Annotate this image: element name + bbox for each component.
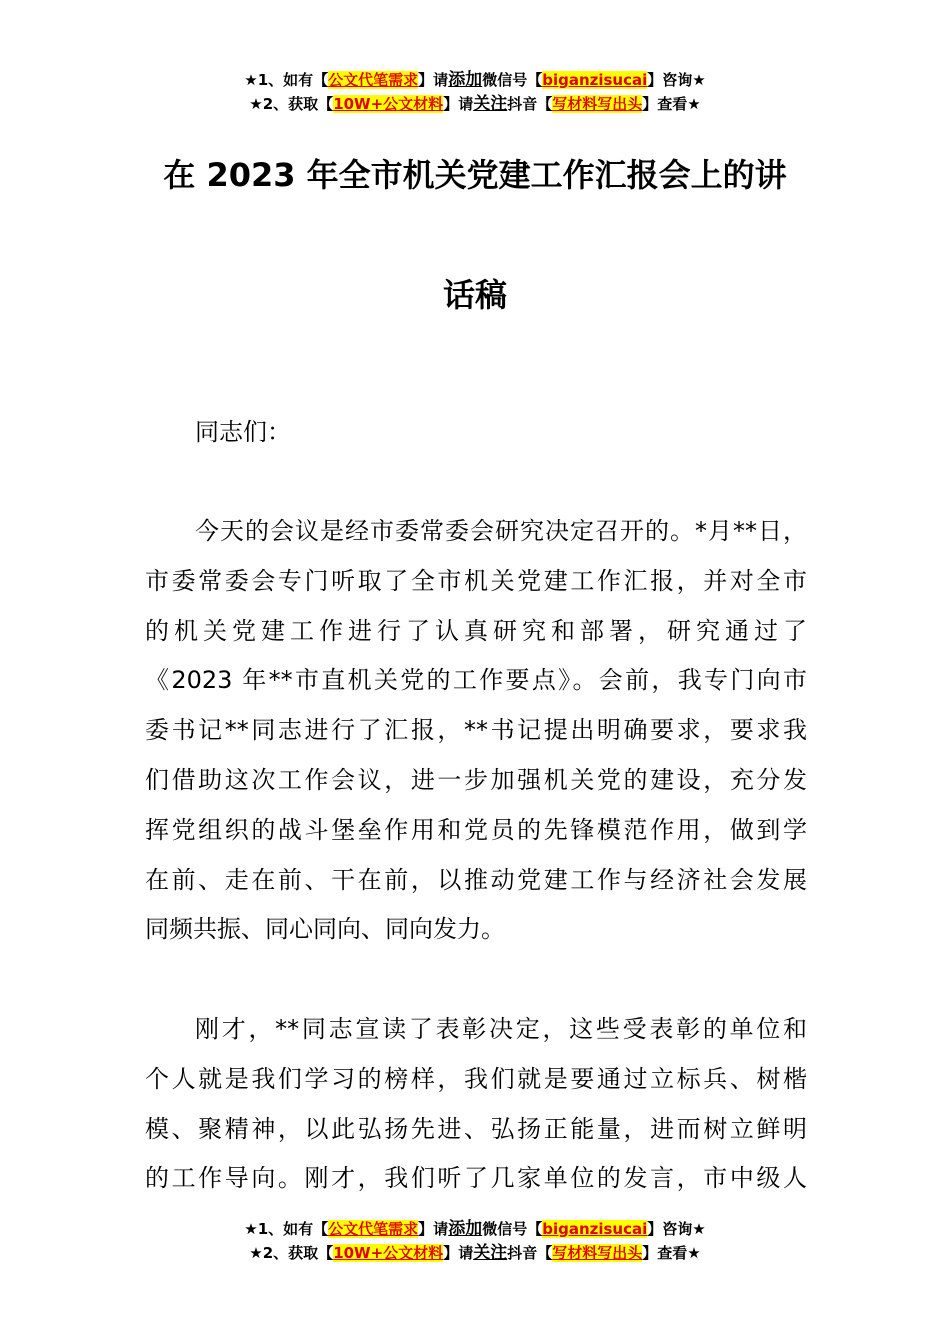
text: 】请 — [418, 1220, 449, 1238]
text: ★2、获取【 — [249, 1244, 334, 1262]
highlight: biganzisucai — [542, 71, 648, 89]
highlight: 写材料写出头 — [552, 95, 643, 113]
title-line-1: 在 2023 年全市机关党建工作汇报会上的讲 — [163, 156, 787, 194]
text: 】请 — [443, 95, 474, 113]
paragraph-1 — [145, 507, 807, 955]
text-line: 个人就是我们学习的榜样，我们就是要通过立标兵、树楷 — [145, 1064, 807, 1093]
text: 】咨询★ — [647, 1220, 706, 1238]
text: 】请 — [443, 1244, 474, 1262]
banner-line-1 — [0, 1217, 950, 1241]
text-line: 的工作导向。刚才，我们听了几家单位的发言，市中级人 — [145, 1164, 807, 1193]
banner-line-2 — [0, 1241, 950, 1265]
ad-banner-top — [0, 68, 950, 116]
text-line: 市委常委会专门听取了全市机关党建工作汇报，并对全市 — [145, 566, 807, 595]
text: 】查看★ — [642, 1244, 701, 1262]
text: 抖音【 — [507, 95, 553, 113]
text: 微信号【 — [482, 71, 543, 89]
highlight: 公文代笔需求 — [328, 1220, 419, 1238]
text-line: 模、聚精神，以此弘扬先进、弘扬正能量，进而树立鲜明 — [145, 1114, 807, 1143]
text: 】查看★ — [642, 95, 701, 113]
text: ★1、如有【 — [244, 1220, 329, 1238]
ad-banner-bottom — [0, 1217, 950, 1265]
text: 】请 — [418, 71, 449, 89]
highlight: 写材料写出头 — [552, 1244, 643, 1262]
banner-line-2 — [0, 92, 950, 116]
highlight: biganzisucai — [542, 1220, 648, 1238]
text-line: 们借助这次工作会议，进一步加强机关党的建设，充分发 — [145, 765, 807, 794]
highlight: 10W+公文材料 — [333, 95, 444, 113]
text-line: 今天的会议是经市委常委会研究决定召开的。*月**日， — [195, 517, 807, 545]
text: ★1、如有【 — [244, 71, 329, 89]
text-line: 同频共振、同心同向、同向发力。 — [145, 915, 505, 944]
highlight: 10W+公文材料 — [333, 1244, 444, 1262]
text-line: 的机关党建工作进行了认真研究和部署，研究通过了 — [145, 616, 807, 645]
underlined: 关注 — [473, 1243, 508, 1263]
text-line: 挥党组织的战斗堡垒作用和党员的先锋模范作用，做到学 — [145, 815, 807, 844]
paragraph-2 — [145, 1005, 807, 1204]
text: ★2、获取【 — [249, 95, 334, 113]
text-line: 刚才，**同志宣读了表彰决定，这些受表彰的单位和 — [195, 1015, 807, 1043]
underlined: 添加 — [448, 1219, 483, 1239]
highlight: 公文代笔需求 — [328, 71, 419, 89]
banner-line-1 — [0, 68, 950, 92]
text-line: 委书记**同志进行了汇报，**书记提出明确要求，要求我 — [145, 716, 807, 745]
text: 微信号【 — [482, 1220, 543, 1238]
salutation: 同志们： — [195, 418, 291, 446]
text-line: 在前、走在前、干在前，以推动党建工作与经济社会发展 — [145, 865, 807, 894]
text: 】咨询★ — [647, 71, 706, 89]
title-line-2: 话稿 — [442, 276, 507, 314]
text: 抖音【 — [507, 1244, 553, 1262]
underlined: 关注 — [473, 94, 508, 114]
underlined: 添加 — [448, 70, 483, 90]
text-line: 《2023 年**市直机关党的工作要点》。会前，我专门向市 — [145, 666, 807, 695]
